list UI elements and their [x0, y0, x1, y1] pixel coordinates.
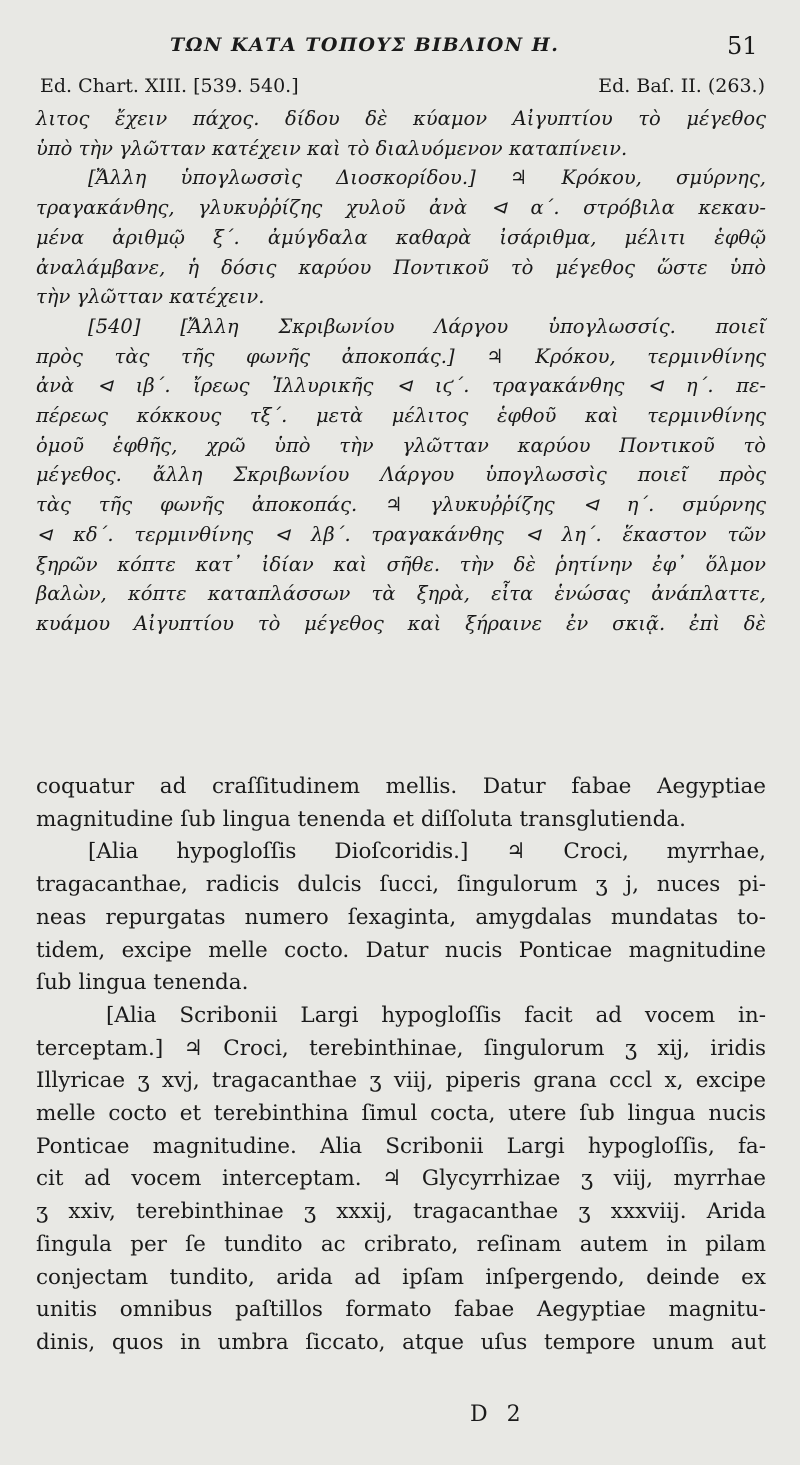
running-title: ΤΩΝ ΚΑΤΑ ΤΟΠΟΥΣ ΒΙΒΛΙΟΝ Η. — [170, 34, 560, 56]
greek-line: μένα ἀριθμῷ ξ΄. ἀμύγδαλα καθαρὰ ἰσάριθμα, μέλιτι ἑφθῷ — [36, 225, 766, 249]
greek-line: τὰς τῆς φωνῆς ἀποκοπάς. ♃ γλυκυῤῥίζης ⊲ η΄. σμύρνης — [36, 493, 766, 517]
greek-line: ὁμοῦ ἑφθῆς, χρῶ ὑπὸ τὴν γλῶτταν καρύου Ποντικοῦ τὸ — [36, 433, 766, 457]
latin-line: neas repurgatas numero ſexaginta, amygdalas mundatas to- — [36, 904, 766, 930]
latin-line: Illyricae ʒ xvj, tragacanthae ʒ viij, piperis grana cccl x, excipe — [36, 1068, 766, 1094]
edition-basel: Ed. Baſ. II. (263.) — [598, 75, 765, 97]
greek-line: ὑπὸ τὴν γλῶτταν κατέχειν καὶ τὸ διαλυόμενον καταπίνειν. — [36, 136, 628, 160]
latin-line: melle cocto et terebinthina ſimul cocta, utere ſub lingua nucis — [36, 1101, 766, 1127]
edition-chartier: Ed. Chart. XIII. [539. 540.] — [40, 75, 299, 97]
latin-line: [Alia Scribonii Largi hypogloſſis facit ad vocem in- — [106, 1002, 766, 1028]
greek-line: [540] [Ἄλλη Σκριβωνίου Λάργου ὑπογλωσσίς. ποιεῖ — [88, 314, 766, 338]
greek-line: βαλὼν, κόπτε καταπλάσσων τὰ ξηρὰ, εἶτα ἑνώσας ἀνάπλαττε, — [36, 582, 766, 606]
running-head — [0, 30, 800, 64]
latin-line: ſingula per ſe tundito ac cribrato, reſinam autem in pilam — [36, 1231, 766, 1257]
latin-line: [Alia hypogloſſis Dioſcoridis.] ♃ Croci, myrrhae, — [88, 839, 766, 865]
latin-line: dinis, quos in umbra ſiccato, atque uſus tempore unum aut — [36, 1329, 766, 1355]
latin-line: ʒ xxiv, terebinthinae ʒ xxxij, tragacanthae ʒ xxxviij. Arida — [36, 1199, 766, 1225]
greek-line: πέρεως κόκκους τξ΄. μετὰ μέλιτος ἑφθοῦ καὶ τερμινθίνης — [36, 404, 766, 428]
latin-line: conjectam tundito, arida ad ipſam inſpergendo, deinde ex — [36, 1264, 766, 1290]
greek-line: τραγακάνθης, γλυκυῤῥίζης χυλοῦ ἀνὰ ⊲ α΄. στρόβιλα κεκαυ- — [36, 196, 766, 220]
greek-line: μέγεθος. ἄλλη Σκριβωνίου Λάργου ὑπογλωσσὶς ποιεῖ πρὸς — [36, 463, 766, 487]
latin-text-block — [36, 771, 766, 1360]
latin-line: tidem, excipe melle cocto. Datur nucis Ponticae magnitudine — [36, 937, 766, 963]
greek-line: ⊲ κδ΄. τερμινθίνης ⊲ λβ΄. τραγακάνθης ⊲ λη΄. ἕκαστον τῶν — [36, 522, 766, 546]
latin-line: ſub lingua tenenda. — [36, 970, 249, 996]
greek-text-block — [36, 104, 766, 639]
edition-reference-line — [40, 75, 765, 101]
latin-line: magnitudine ſub lingua tenenda et diſſoluta transglutienda. — [36, 806, 686, 832]
greek-line: κυάμου Αἰγυπτίου τὸ μέγεθος καὶ ξήραινε ἐν σκιᾷ. ἐπὶ δὲ — [36, 611, 766, 635]
signature-mark: D 2 — [470, 1402, 527, 1427]
latin-line: unitis omnibus paſtillos formato fabae Aegyptiae magnitu- — [36, 1297, 766, 1323]
greek-line: τὴν γλῶτταν κατέχειν. — [36, 285, 265, 309]
greek-line: λιτος ἔχειν πάχος. δίδου δὲ κύαμον Αἰγυπτίου τὸ μέγεθος — [36, 107, 766, 130]
greek-line: ἀναλάμβανε, ἡ δόσις καρύου Ποντικοῦ τὸ μέγεθος ὥστε ὑπὸ — [36, 255, 766, 279]
greek-line: πρὸς τὰς τῆς φωνῆς ἀποκοπάς.] ♃ Κρόκου, τερμινθίνης — [36, 344, 766, 368]
latin-line: tragacanthae, radicis dulcis ſucci, ſingulorum ʒ j, nuces pi- — [36, 872, 766, 898]
page-number: 51 — [727, 32, 758, 60]
greek-line: ἀνὰ ⊲ ιβ΄. ἴρεως Ἰλλυρικῆς ⊲ ιϛ΄. τραγακάνθης ⊲ η΄. πε- — [36, 374, 766, 398]
greek-line: ξηρῶν κόπτε κατ᾽ ἰδίαν καὶ σῆθε. τὴν δὲ ῥητίνην ἐφ᾽ ὅλμον — [36, 552, 766, 576]
latin-line: terceptam.] ♃ Croci, terebinthinae, ſingulorum ʒ xij, iridis — [36, 1035, 766, 1061]
latin-line: coquatur ad craſſitudinem mellis. Datur fabae Aegyptiae — [36, 774, 766, 799]
latin-line: cit ad vocem interceptam. ♃ Glycyrrhizae ʒ viij, myrrhae — [36, 1166, 766, 1192]
latin-line: Ponticae magnitudine. Alia Scribonii Largi hypogloſſis, fa- — [36, 1133, 766, 1159]
greek-line: [Ἄλλη ὑπογλωσσὶς Διοσκορίδου.] ♃ Κρόκου, σμύρνης, — [88, 166, 766, 190]
